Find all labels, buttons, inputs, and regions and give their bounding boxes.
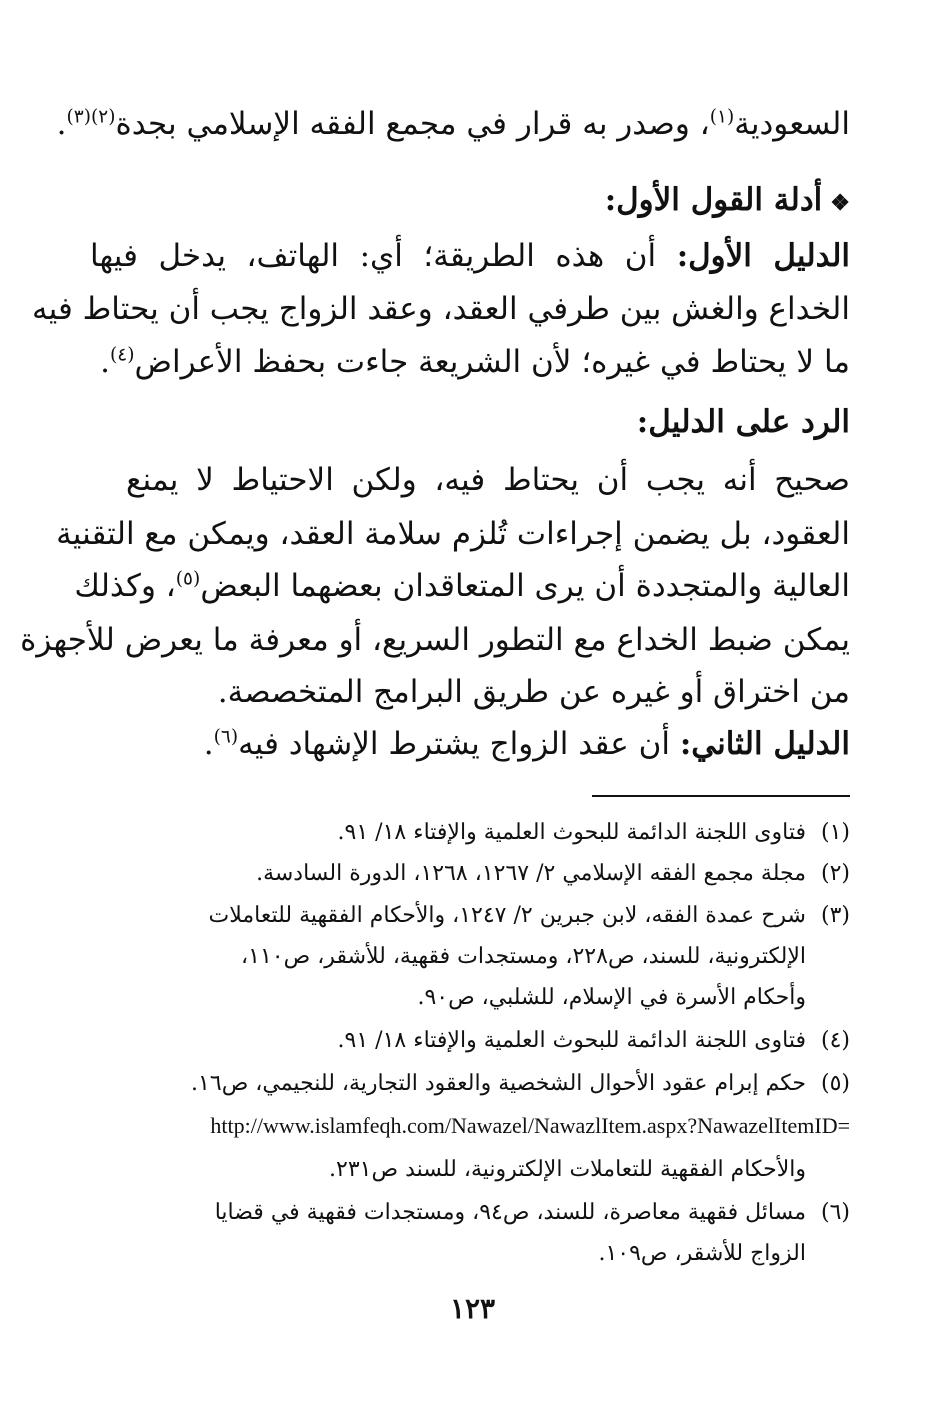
text-decision: ، وصدر به قرار في مجمع الفقه الإسلامي بجدة <box>115 106 710 142</box>
heading-text: أدلة القول الأول: <box>604 182 823 218</box>
footnote-3-line-2 <box>90 944 806 969</box>
footnote-2-text: مجلة مجمع الفقه الإسلامي ٢/ ١٢٦٧، ١٢٦٨، الدورة السادسة. <box>256 861 806 886</box>
footnote-4 <box>90 1028 850 1053</box>
reply-line-3 <box>74 568 850 604</box>
reply-heading-text: الرد على الدليل: <box>636 404 850 440</box>
footnote-6-text-2: الزواج للأشقر، ص١٠٩. <box>598 1241 806 1266</box>
footnote-ref-4[interactable]: (٤) <box>109 344 135 366</box>
footnote-5 <box>90 1071 850 1096</box>
footnote-ref-2-3[interactable]: (٢)(٣) <box>66 106 116 128</box>
footnote-divider <box>592 795 850 797</box>
footnote-1-number: (١) <box>820 820 850 845</box>
text-period: . <box>56 106 67 142</box>
footnote-ref-1[interactable]: (١) <box>709 106 735 128</box>
page-number: ١٢٣ <box>449 1292 496 1325</box>
footnote-5-line-3 <box>90 1157 806 1182</box>
evidence1-period: . <box>100 344 110 380</box>
footnote-6-text-1: مسائل فقهية معاصرة، للسند، ص٩٤، ومستجدات فقهية في قضايا <box>214 1200 806 1225</box>
footnote-5-text-3: والأحكام الفقهية للتعاملات الإلكترونية، للسند ص٢٣١. <box>329 1157 806 1182</box>
reply-text-1: صحيح أنه يجب أن يحتاط فيه، ولكن الاحتياط لا يمنع <box>126 462 850 498</box>
footnote-6 <box>90 1200 850 1225</box>
book-ornament-icon: ❖ <box>830 190 850 216</box>
reply-line-2 <box>56 516 850 552</box>
footnote-2-number: (٢) <box>820 861 850 886</box>
reply-line-5 <box>90 674 850 710</box>
evidence1-line-3 <box>90 344 850 380</box>
footnote-3 <box>90 903 850 928</box>
reply-text-4: يمكن ضبط الخداع مع التطور السريع، أو معرفة ما يعرض للأجهزة <box>20 622 850 658</box>
evidence1-line-1 <box>90 238 850 274</box>
evidence2-line <box>126 726 850 762</box>
footnote-3-text-3: وأحكام الأسرة في الإسلام، للشلبي، ص٩٠. <box>417 985 806 1010</box>
footnote-6-line-2 <box>90 1241 806 1266</box>
footnote-6-number: (٦) <box>820 1200 850 1225</box>
evidence2-label: الدليل الثاني: <box>679 726 850 762</box>
reply-line-1 <box>126 462 850 498</box>
reply-text-5: من اختراق أو غيره عن طريق البرامج المتخصصة. <box>217 674 850 710</box>
footnote-2 <box>90 861 850 886</box>
footnote-3-number: (٣) <box>820 903 850 928</box>
footnote-3-line-3 <box>90 985 806 1010</box>
evidence2-period: . <box>203 726 214 762</box>
reply-text-3a: العالية والمتجددة أن يرى المتعاقدان بعضهما البعض <box>200 568 850 604</box>
footnote-4-text: فتاوى اللجنة الدائمة للبحوث العلمية والإفتاء ١٨/ ٩١. <box>337 1028 806 1053</box>
footnote-3-text-2: الإلكترونية، للسند، ص٢٢٨، ومستجدات فقهية، للأشقر، ص١١٠، <box>241 944 806 969</box>
evidence1-text-3: ما لا يحتاط في غيره؛ لأن الشريعة جاءت بحفظ الأعراض <box>134 344 850 380</box>
reply-text-2: العقود، بل يضمن إجراءات تُلزم سلامة العقد، ويمكن مع التقنية <box>56 516 850 552</box>
text-saudi: السعودية <box>734 106 850 142</box>
footnote-5-url[interactable]: http://www.islamfeqh.com/Nawazel/NawazlItem.aspx?NawazelItemID= <box>210 1113 850 1138</box>
evidence1-line-2 <box>31 291 850 327</box>
evidence1-label: الدليل الأول: <box>676 238 850 274</box>
footnote-5-number: (٥) <box>820 1071 850 1096</box>
reply-line-4 <box>20 622 850 658</box>
heading-first-opinion-evidence <box>90 182 850 218</box>
footnote-4-number: (٤) <box>820 1028 850 1053</box>
footnote-3-text-1: شرح عمدة الفقه، لابن جبرين ٢/ ١٢٤٧، والأحكام الفقهية للتعاملات <box>208 903 806 928</box>
body-line-1 <box>56 106 850 142</box>
footnote-1-text: فتاوى اللجنة الدائمة للبحوث العلمية والإفتاء ١٨/ ٩١. <box>337 820 806 845</box>
evidence2-text: أن عقد الزواج يشترط الإشهاد فيه <box>238 726 670 762</box>
footnote-5-text: حكم إبرام عقود الأحوال الشخصية والعقود التجارية، للنجيمي، ص١٦. <box>191 1071 806 1096</box>
evidence1-text-2: الخداع والغش بين طرفي العقد، وعقد الزواج يجب أن يحتاط فيه <box>31 291 850 327</box>
evidence1-text-1: أن هذه الطريقة؛ أي: الهاتف، يدخل فيها <box>90 238 657 274</box>
footnote-ref-5[interactable]: (٥) <box>175 568 201 590</box>
footnote-1 <box>90 820 850 845</box>
reply-text-3b: ، وكذلك <box>74 568 176 604</box>
footnote-ref-6[interactable]: (٦) <box>213 726 239 748</box>
reply-heading <box>90 404 850 440</box>
